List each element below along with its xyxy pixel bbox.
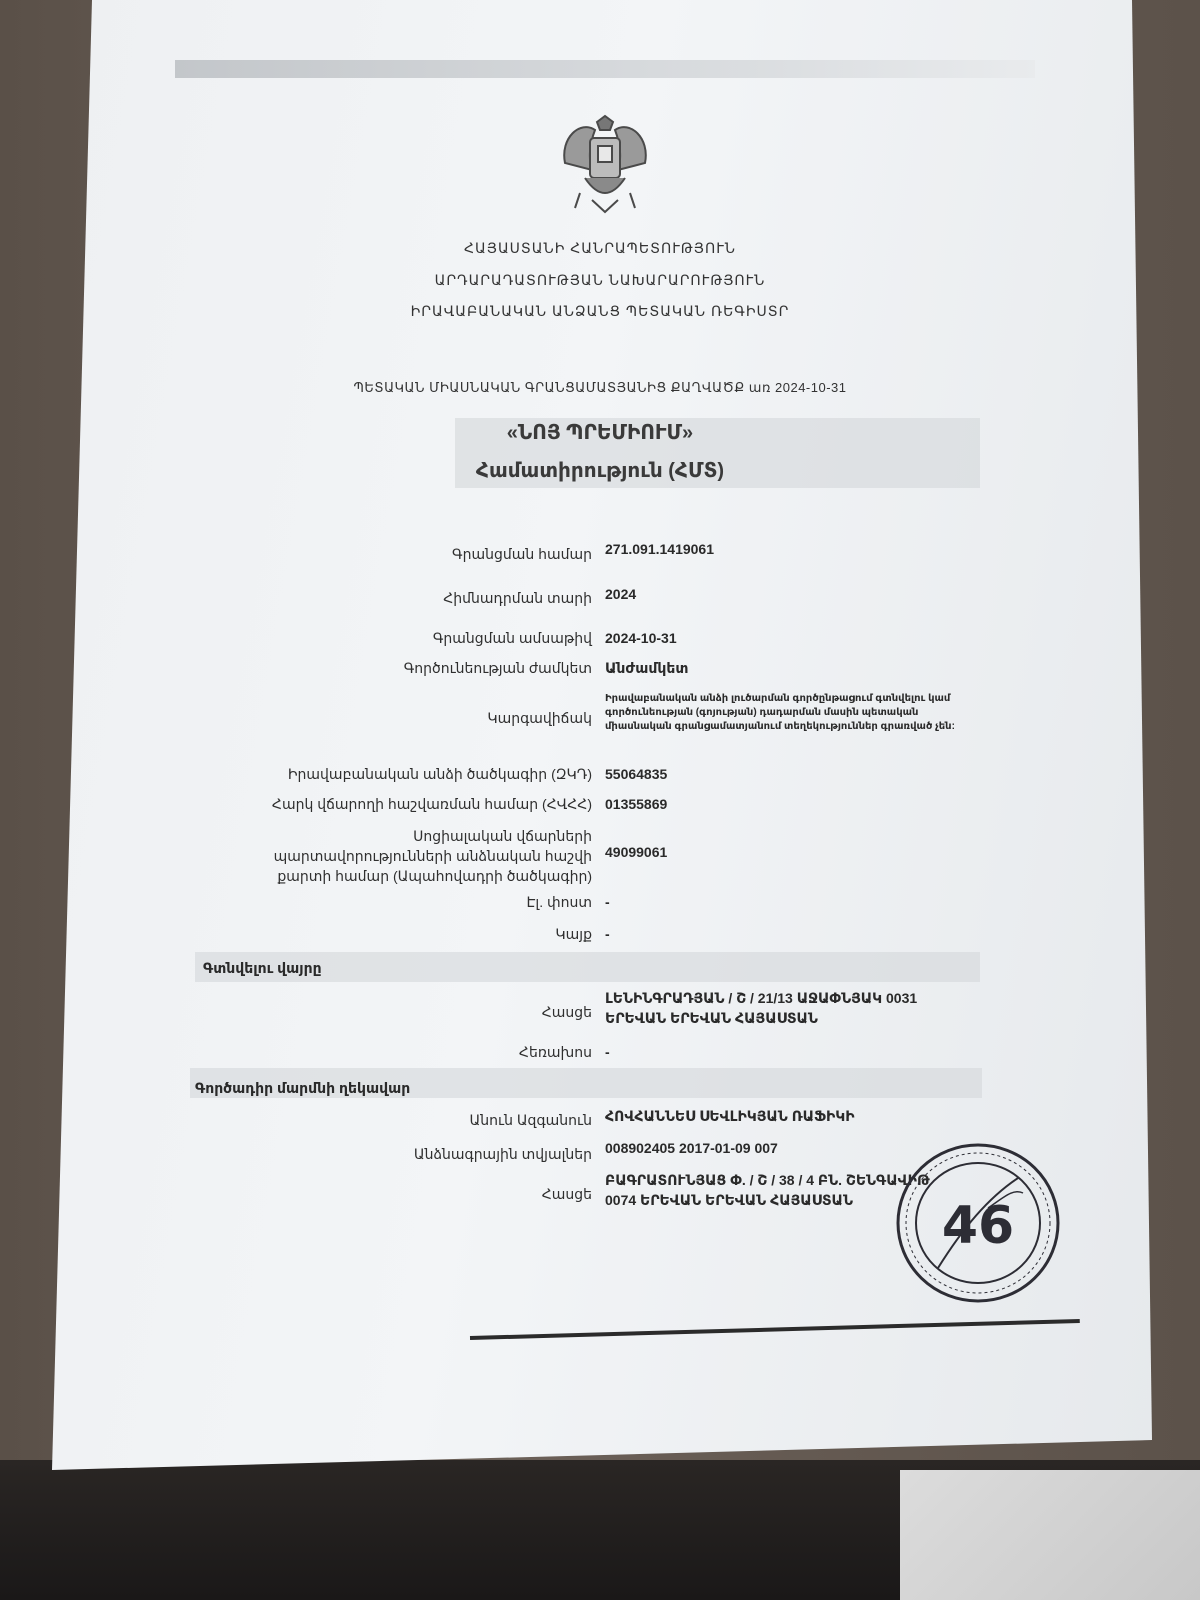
reg-date-label: Գրանցման ամսաթիվ (432, 630, 592, 646)
passport-label: Անձնագրային տվյալներ (413, 1146, 592, 1162)
activity-term-label: Գործունեության ժամկետ (403, 660, 592, 676)
director-name-value: ՀՈՎՀԱՆՆԵՍ ՍԵՎԼԻԿՅԱՆ ՌԱՖԻԿԻ (605, 1108, 855, 1124)
location-address-label: Հասցե (541, 1004, 592, 1020)
email-label: Էլ. փոստ (526, 894, 592, 910)
phone-value: - (605, 1044, 610, 1060)
activity-term-value: Անժամկետ (605, 660, 689, 676)
director-address-line2: 0074 ԵՐԵՎԱՆ ԵՐԵՎԱՆ ՀԱՅԱՍՏԱՆ (605, 1192, 853, 1208)
passport-value: 008902405 2017-01-09 007 (605, 1140, 778, 1156)
coat-of-arms-icon (550, 108, 660, 218)
reg-date-value: 2024-10-31 (605, 630, 677, 646)
website-value: - (605, 926, 610, 942)
location-title: Գտնվելու վայրը (203, 960, 322, 976)
floor (900, 1470, 1200, 1600)
social-value: 49099061 (605, 844, 668, 860)
extract-heading: ՊԵՏԱԿԱՆ ՄԻԱՍՆԱԿԱՆ ԳՐԱՆՑԱՄԱՏՅԱՆԻՑ ՔԱՂՎԱԾՔ առ 2024-10-31 (353, 380, 847, 395)
legal-code-value: 55064835 (605, 766, 668, 782)
legal-code-label: Իրավաբանական անձի ծածկագիր (ԶԿԴ) (287, 766, 592, 782)
scan-band (175, 60, 1035, 78)
tin-label: Հարկ վճարողի հաշվառման համար (ՀՎՀՀ) (271, 796, 592, 812)
director-name-label: Անուն Ազգանուն (469, 1112, 592, 1128)
email-value: - (605, 894, 610, 910)
status-label: Կարգավիճակ (487, 710, 592, 726)
founded-year-label: Հիմնադրման տարի (443, 590, 592, 606)
header-registry: ԻՐԱՎԱԲԱՆԱԿԱՆ ԱՆՁԱՆՑ ՊԵՏԱԿԱՆ ՌԵԳԻՍՏՐ (410, 303, 790, 319)
website-label: Կայք (555, 926, 592, 942)
social-label: Սոցիալական վճարների պարտավորությունների անձնական հաշվի քարտի համար (Ապահովադրի ծածկագիր) (273, 828, 592, 884)
stamp-number: 46 (941, 1196, 1015, 1256)
director-address-label: Հասցե (541, 1186, 592, 1202)
reg-number-value: 271.091.1419061 (605, 541, 714, 557)
tin-value: 01355869 (605, 796, 668, 812)
header-republic: ՀԱՅԱՍՏԱՆԻ ՀԱՆՐԱՊԵՏՈՒԹՅՈՒՆ (464, 240, 736, 256)
phone-label: Հեռախոս (518, 1044, 592, 1060)
location-address-line1: ԼԵՆԻՆԳՐԱԴՅԱՆ / Շ / 21/13 ԱՋԱՓՆՅԱԿ 0031 (605, 990, 918, 1006)
reg-number-label: Գրանցման համար (452, 546, 592, 562)
company-name: «ՆՈՅ ՊՐԵՄԻՈՒՄ» (506, 422, 694, 444)
location-address-line2: ԵՐԵՎԱՆ ԵՐԵՎԱՆ ՀԱՅԱՍՏԱՆ (605, 1010, 818, 1026)
director-title: Գործադիր մարմնի ղեկավար (195, 1080, 411, 1096)
company-form: Համատիրություն (ՀՄՏ) (475, 460, 725, 482)
director-address-line1: ԲԱԳՐԱՏՈՒՆՅԱՑ Փ. / Շ / 38 / 4 ԲՆ. ՇԵՆԳԱՎԻԹ (605, 1172, 930, 1188)
header-ministry: ԱՐԴԱՐԱԴԱՏՈՒԹՅԱՆ ՆԱԽԱՐԱՐՈՒԹՅՈՒՆ (434, 272, 766, 288)
official-stamp-icon (893, 1138, 1063, 1308)
status-value: Իրավաբանական անձի լուծարման գործընթացում գտնվելու կամ գործունեության (գոյության) դադարման մասին պետական միասնական գրանցամատյանում տեղեկություններ գրառված չեն: (605, 693, 955, 732)
founded-year-value: 2024 (605, 586, 637, 602)
